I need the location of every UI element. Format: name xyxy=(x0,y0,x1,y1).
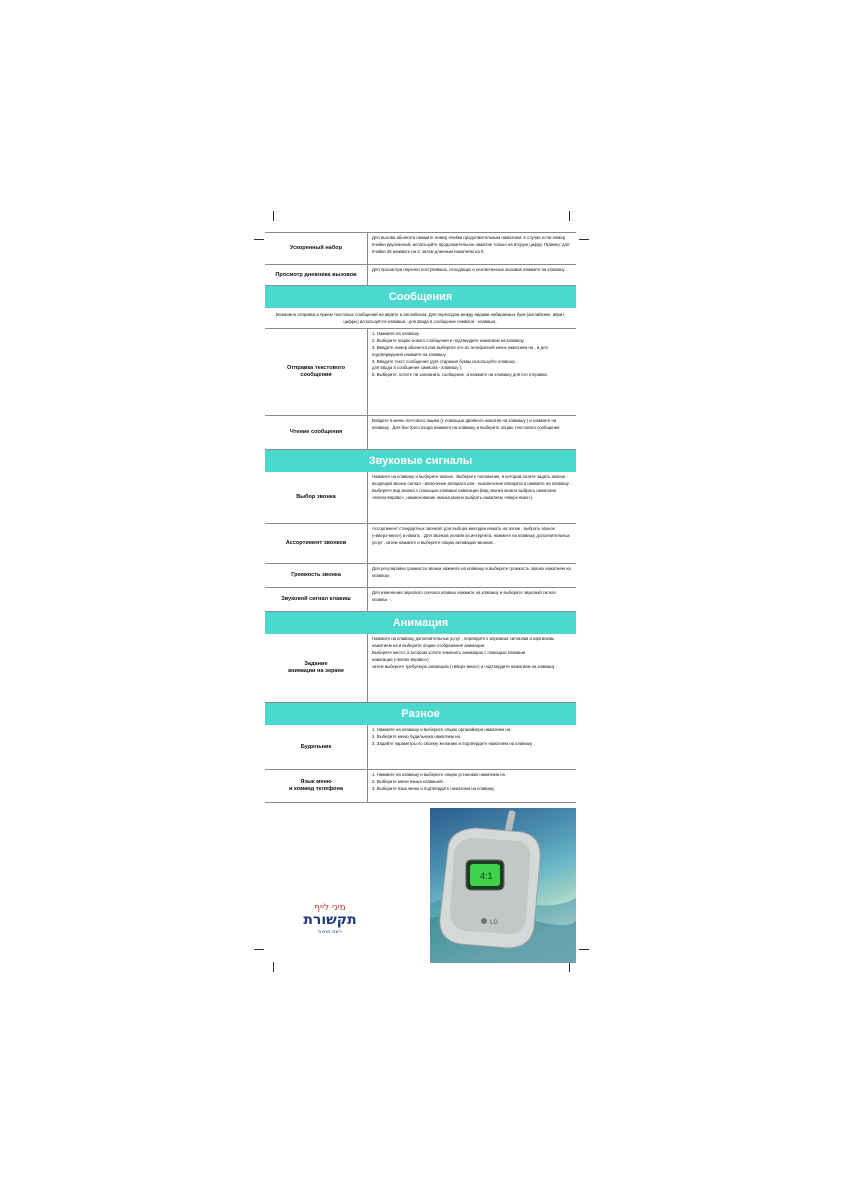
row-label: Выбор звонка xyxy=(265,472,368,523)
crop-mark xyxy=(569,211,570,221)
row-text: Для просмотра перечня поступивших, исходящих и неотвеченных вызовов нажмите на клавишу . xyxy=(372,267,567,272)
table-row xyxy=(265,725,576,770)
row-label: Задание анимации на экране xyxy=(265,634,368,702)
row-label: Ускоренный набор xyxy=(265,233,368,264)
logo-line2: תקשורת xyxy=(303,912,357,928)
row-label: Звуковой сигнал клавиш xyxy=(265,588,368,611)
table-row xyxy=(265,232,576,265)
section-header: Анимация xyxy=(265,612,576,634)
logo-line3: רשת חנויות xyxy=(318,929,342,935)
store-logo xyxy=(290,900,370,936)
crop-mark xyxy=(579,949,589,950)
row-text: 1. Нажмите на клавишу и выберите опцию органайзера нажатием на . 2. Выберите меню будильника нажатием на . 3. Задайте параметры по своему желанию и подтвердите нажатием на клавишу . xyxy=(372,727,535,746)
crop-mark xyxy=(254,949,264,950)
phone-illustration xyxy=(430,808,576,963)
row-label: Просмотр дневника вызовов xyxy=(265,265,368,285)
instruction-panel xyxy=(265,232,576,803)
row-text: 1. Нажмите на клавишу и выберите опцию установок нажатием на . 2. Выберите меню языка клавишей . 3. Выберите язык меню и подтвердите нажатием на клавишу . xyxy=(372,772,508,791)
row-label: Чтение сообщения xyxy=(265,416,368,449)
section-intro: Возможно отправка и прием текстовых сообщений на иврите и английском. Для переходом между видами набираемых букв (английские, иврит, цифры) используется клавиша , для ввода в сообщение символа - клавиша . xyxy=(265,308,576,329)
crop-mark xyxy=(273,962,274,972)
crop-mark xyxy=(273,211,274,221)
table-row xyxy=(265,416,576,450)
row-text: Войдите в меню почтового ящика (с помощью двойного нажатия на клавишу ) и нажмите на клавишу . Для быстрого входа нажмите на клавишу и выберите опцию текстового сообщения. xyxy=(372,418,561,430)
row-text: Ассортимент стандартных звонков: для выбора мелодии нажать на затем , выбрать звонок («вверх-вниз») и нажать . Для звонков онлайн из интернета, нажмите на клавишу дополнительных услуг , затем нажмите и выберите опцию активации звонков . xyxy=(372,526,570,545)
section-header: Звуковые сигналы xyxy=(265,450,576,472)
crop-mark xyxy=(569,962,570,972)
section-header: Сообщения xyxy=(265,286,576,308)
row-text: 1. Нажмите на клавишу . 2. Выберите опцию нового сообщения и подтвердите нажатием на клавишу . 3. Введите номер абонента или выберите его из телефонной книги нажатием на , и для подтверждения нажмите на клавишу . 4. Введите текст сообщения (для стирания буквы используйте клавишу , для ввода в сообщение символа - клавишу ). 5. Выберите, хотите ли запомнить сообщение, и нажмите на клавишу для его отправки. xyxy=(372,331,548,378)
table-row xyxy=(265,770,576,803)
row-label: Ассортимент звонков xyxy=(265,524,368,563)
phone-brand: LG xyxy=(490,920,499,926)
row-label: Будильник xyxy=(265,725,368,769)
section-header: Разное xyxy=(265,703,576,725)
phone-display-digits: 4:1 xyxy=(480,871,493,881)
table-row xyxy=(265,472,576,524)
table-row xyxy=(265,564,576,588)
row-text: Нажмите на клавишу и выберите звонок . Выберите положение, в котором хотите задать звонок: - входящий звонок сигнал - включение аппарата или - выключение аппарата и нажмите на клавишу . Выберите вид звонка с помощью клавиши навигации (вид звонка можно выбрать нажатием «влево-вправо», наименование звонка можно выбрать нажатием «вверх-вниз»). xyxy=(372,474,572,500)
table-row xyxy=(265,329,576,416)
row-text: Для изменения звукового сигнала клавиш нажмите на клавишу и выберите звуковой сигнал клавиш - . xyxy=(372,590,557,602)
row-text: Для регулировки громкости звонка нажмите на клавишу и выберите громкость звонка нажатием на клавишу . xyxy=(372,566,571,578)
row-text: Для вызова абонента нажмите номер ячейки продолжительным нажатием, в случае если номер ячейки двузначный, используйте продолжительное нажатие только на вторую цифру. Пример: для ячейки 25 нажмите на 2, затем длинным нажатием на 5. xyxy=(372,235,570,254)
table-row xyxy=(265,265,576,286)
logo-line1: מיני לייף xyxy=(314,903,346,913)
crop-mark xyxy=(579,239,589,240)
phone-photo xyxy=(430,808,576,963)
table-row xyxy=(265,634,576,703)
crop-mark xyxy=(254,239,264,240)
row-label: Язык меню и команд телефона xyxy=(265,770,368,802)
table-row xyxy=(265,588,576,612)
row-label: Отправка текстового сообщения xyxy=(265,329,368,415)
table-row xyxy=(265,524,576,564)
row-text: Нажмите на клавишу дополнительных услуг , перейдите к звуковым сигналам и картинкам нажатием на и выберите опцию отображения анимации. Выберите место, в котором хотите изменить анимацию с помощью клавиши навигации («влево-вправо»), затем выберите требуемую анимацию («вверх-вниз») и подтвердите нажатием на клавишу . xyxy=(372,636,558,669)
row-label: Громкость звонка xyxy=(265,564,368,587)
